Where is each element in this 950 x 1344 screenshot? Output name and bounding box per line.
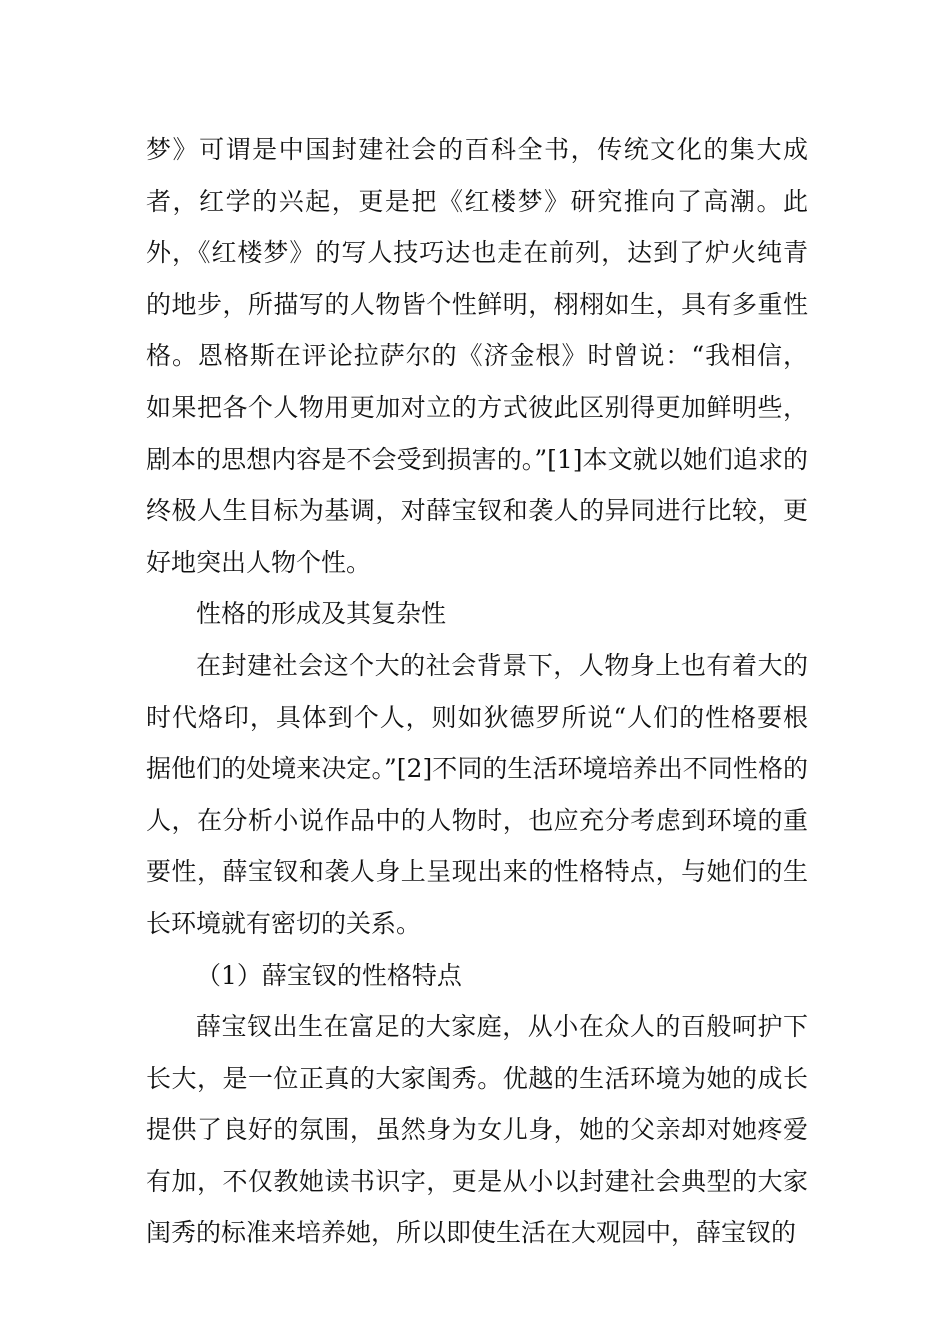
subsection-heading: （1）薛宝钗的性格特点 [196,960,462,990]
section-heading: 性格的形成及其复杂性 [196,599,447,629]
intro-paragraph: 梦》可谓是中国封建社会的百科全书，传统文化的集大成者，红学的兴起，更是把《红楼梦》研究推向了高潮。此外，《红楼梦》的写人技巧达也走在前列，达到了炉火纯青的地步，所描写的人物皆个性鲜明，栩栩如生，具有多重性格。恩格斯在评论拉萨尔的《济金根》时曾说：“我相信，如果把各个人物用更加对立的方式彼此区别得更加鲜明些，剧本的思想内容是不会受到损害的。”[1]本文就以她们追求的终极人生目标为基调，对薛宝钗和袭人的异同进行比较，更好地突出人物个性。 [146,135,808,577]
subsection-paragraph: 薛宝钗出生在富足的大家庭，从小在众人的百般呵护下长大，是一位正真的大家闺秀。优越的生活环境为她的成长提供了良好的氛围，虽然身为女儿身，她的父亲却对她疼爱有加，不仅教她读书识字，更是从小以封建社会典型的大家闺秀的标准来培养她，所以即使生活在大观园中，薛宝钗的 [146,1012,808,1248]
document-page [146,124,808,1259]
section-paragraph: 在封建社会这个大的社会背景下，人物身上也有着大的时代烙印，具体到个人，则如狄德罗所说“人们的性格要根据他们的处境来决定。”[2]不同的生活环境培养出不同性格的人，在分析小说作品中的人物时，也应充分考虑到环境的重要性，薛宝钗和袭人身上呈现出来的性格特点，与她们的生长环境就有密切的关系。 [146,650,808,938]
